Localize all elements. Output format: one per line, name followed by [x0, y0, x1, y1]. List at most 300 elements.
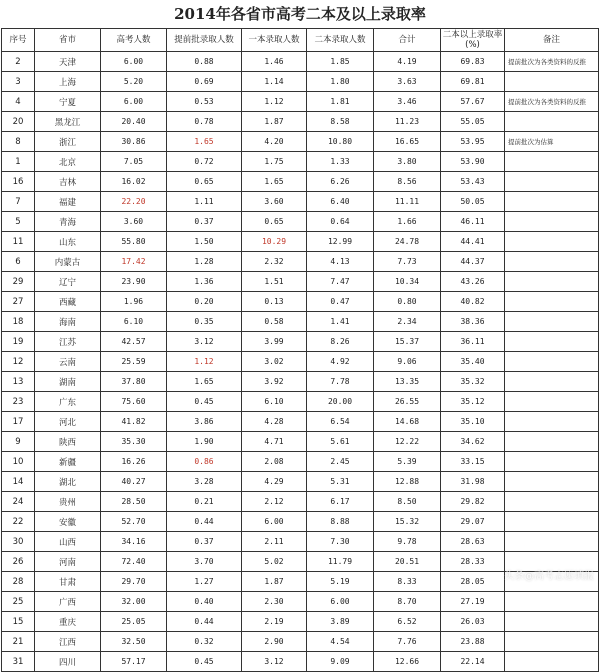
- cell-tier2-admission: 7.78: [307, 372, 374, 392]
- cell-index: 18: [2, 312, 35, 332]
- cell-tier2-admission: 0.47: [307, 292, 374, 312]
- cell-early-admission: 0.40: [167, 592, 242, 612]
- cell-note: 提前批次为各类资料的反推: [505, 92, 599, 112]
- cell-total: 12.88: [374, 472, 441, 492]
- cell-province: 河南: [35, 552, 101, 572]
- cell-early-admission: 0.78: [167, 112, 242, 132]
- cell-total: 9.06: [374, 352, 441, 372]
- cell-index: 25: [2, 592, 35, 612]
- table-row: [2, 292, 599, 312]
- cell-index: 6: [2, 252, 35, 272]
- cell-tier1-admission: 0.58: [242, 312, 307, 332]
- cell-index: 23: [2, 392, 35, 412]
- cell-exam-takers: 23.90: [101, 272, 167, 292]
- cell-total: 8.50: [374, 492, 441, 512]
- cell-province: 海南: [35, 312, 101, 332]
- cell-index: 29: [2, 272, 35, 292]
- cell-admission-rate: 53.95: [441, 132, 505, 152]
- cell-early-admission: 0.37: [167, 212, 242, 232]
- cell-note: [505, 212, 599, 232]
- table-row: [2, 52, 599, 72]
- cell-province: 福建: [35, 192, 101, 212]
- cell-exam-takers: 20.40: [101, 112, 167, 132]
- cell-tier1-admission: 2.12: [242, 492, 307, 512]
- cell-province: 江苏: [35, 332, 101, 352]
- cell-index: 19: [2, 332, 35, 352]
- cell-tier2-admission: 6.40: [307, 192, 374, 212]
- cell-index: 28: [2, 572, 35, 592]
- col-header-index: 序号: [2, 29, 35, 52]
- table-row: [2, 232, 599, 252]
- table-row: [2, 512, 599, 532]
- cell-tier2-admission: 6.54: [307, 412, 374, 432]
- cell-exam-takers: 6.10: [101, 312, 167, 332]
- cell-admission-rate: 23.88: [441, 632, 505, 652]
- cell-early-admission: 0.45: [167, 392, 242, 412]
- cell-tier2-admission: 6.00: [307, 592, 374, 612]
- table-row: [2, 92, 599, 112]
- table-row: [2, 432, 599, 452]
- cell-total: 26.55: [374, 392, 441, 412]
- cell-early-admission: 3.86: [167, 412, 242, 432]
- cell-admission-rate: 36.11: [441, 332, 505, 352]
- cell-total: 3.80: [374, 152, 441, 172]
- cell-tier1-admission: 1.75: [242, 152, 307, 172]
- cell-early-admission: 0.72: [167, 152, 242, 172]
- cell-index: 9: [2, 432, 35, 452]
- cell-note: [505, 412, 599, 432]
- col-header-exam-takers: 高考人数: [101, 29, 167, 52]
- cell-tier1-admission: 1.51: [242, 272, 307, 292]
- cell-admission-rate: 44.37: [441, 252, 505, 272]
- col-header-notes: 备注: [505, 29, 599, 52]
- cell-tier1-admission: 4.20: [242, 132, 307, 152]
- cell-total: 10.34: [374, 272, 441, 292]
- cell-tier2-admission: 5.31: [307, 472, 374, 492]
- table-row: [2, 372, 599, 392]
- cell-tier1-admission: 0.13: [242, 292, 307, 312]
- cell-total: 9.78: [374, 532, 441, 552]
- cell-exam-takers: 16.02: [101, 172, 167, 192]
- cell-note: [505, 452, 599, 472]
- cell-admission-rate: 44.41: [441, 232, 505, 252]
- table-row: [2, 532, 599, 552]
- cell-tier1-admission: 5.02: [242, 552, 307, 572]
- cell-note: [505, 232, 599, 252]
- cell-total: 3.63: [374, 72, 441, 92]
- table-row: [2, 212, 599, 232]
- cell-note: [505, 592, 599, 612]
- table-row: [2, 152, 599, 172]
- table-row: [2, 412, 599, 432]
- cell-tier1-admission: 2.08: [242, 452, 307, 472]
- table-row: [2, 132, 599, 152]
- cell-tier1-admission: 2.19: [242, 612, 307, 632]
- cell-tier2-admission: 11.79: [307, 552, 374, 572]
- col-header-early-admission: 提前批录取人数: [167, 29, 242, 52]
- cell-province: 内蒙古: [35, 252, 101, 272]
- table-row: [2, 492, 599, 512]
- cell-total: 8.33: [374, 572, 441, 592]
- cell-tier2-admission: 6.17: [307, 492, 374, 512]
- cell-note: [505, 472, 599, 492]
- cell-exam-takers: 57.17: [101, 652, 167, 672]
- cell-index: 14: [2, 472, 35, 492]
- cell-province: 甘肃: [35, 572, 101, 592]
- cell-province: 陕西: [35, 432, 101, 452]
- cell-exam-takers: 32.50: [101, 632, 167, 652]
- cell-index: 3: [2, 72, 35, 92]
- cell-exam-takers: 17.42: [101, 252, 167, 272]
- cell-note: [505, 652, 599, 672]
- cell-note: [505, 492, 599, 512]
- cell-exam-takers: 5.20: [101, 72, 167, 92]
- cell-exam-takers: 34.16: [101, 532, 167, 552]
- cell-note: [505, 152, 599, 172]
- cell-tier1-admission: 6.00: [242, 512, 307, 532]
- cell-exam-takers: 1.96: [101, 292, 167, 312]
- cell-exam-takers: 6.00: [101, 92, 167, 112]
- cell-tier2-admission: 1.33: [307, 152, 374, 172]
- cell-tier2-admission: 12.99: [307, 232, 374, 252]
- cell-total: 14.68: [374, 412, 441, 432]
- cell-exam-takers: 52.70: [101, 512, 167, 532]
- cell-total: 13.35: [374, 372, 441, 392]
- cell-tier2-admission: 1.80: [307, 72, 374, 92]
- cell-note: [505, 432, 599, 452]
- table-row: [2, 352, 599, 372]
- cell-index: 4: [2, 92, 35, 112]
- cell-admission-rate: 50.05: [441, 192, 505, 212]
- cell-index: 12: [2, 352, 35, 372]
- cell-tier2-admission: 3.89: [307, 612, 374, 632]
- cell-early-admission: 3.28: [167, 472, 242, 492]
- cell-note: [505, 352, 599, 372]
- cell-total: 12.22: [374, 432, 441, 452]
- cell-early-admission: 0.65: [167, 172, 242, 192]
- cell-total: 8.56: [374, 172, 441, 192]
- cell-index: 31: [2, 652, 35, 672]
- cell-admission-rate: 53.90: [441, 152, 505, 172]
- cell-exam-takers: 25.05: [101, 612, 167, 632]
- cell-early-admission: 1.36: [167, 272, 242, 292]
- table-row: [2, 332, 599, 352]
- cell-early-admission: 1.90: [167, 432, 242, 452]
- cell-total: 6.52: [374, 612, 441, 632]
- cell-early-admission: 0.37: [167, 532, 242, 552]
- cell-tier1-admission: 1.12: [242, 92, 307, 112]
- cell-early-admission: 0.69: [167, 72, 242, 92]
- cell-exam-takers: 28.50: [101, 492, 167, 512]
- cell-total: 16.65: [374, 132, 441, 152]
- cell-tier2-admission: 0.64: [307, 212, 374, 232]
- cell-admission-rate: 46.11: [441, 212, 505, 232]
- cell-admission-rate: 29.07: [441, 512, 505, 532]
- cell-tier1-admission: 1.46: [242, 52, 307, 72]
- cell-province: 湖南: [35, 372, 101, 392]
- table-row: [2, 172, 599, 192]
- cell-total: 11.23: [374, 112, 441, 132]
- cell-admission-rate: 53.43: [441, 172, 505, 192]
- cell-early-admission: 0.32: [167, 632, 242, 652]
- cell-total: 11.11: [374, 192, 441, 212]
- cell-tier1-admission: 2.32: [242, 252, 307, 272]
- cell-early-admission: 0.20: [167, 292, 242, 312]
- cell-total: 1.66: [374, 212, 441, 232]
- cell-exam-takers: 30.86: [101, 132, 167, 152]
- cell-tier1-admission: 3.92: [242, 372, 307, 392]
- cell-exam-takers: 75.60: [101, 392, 167, 412]
- cell-province: 黑龙江: [35, 112, 101, 132]
- cell-province: 湖北: [35, 472, 101, 492]
- cell-index: 20: [2, 112, 35, 132]
- cell-tier2-admission: 4.54: [307, 632, 374, 652]
- cell-note: [505, 172, 599, 192]
- cell-admission-rate: 35.10: [441, 412, 505, 432]
- cell-exam-takers: 7.05: [101, 152, 167, 172]
- cell-early-admission: 1.11: [167, 192, 242, 212]
- cell-admission-rate: 28.63: [441, 532, 505, 552]
- cell-tier1-admission: 1.87: [242, 112, 307, 132]
- cell-province: 安徽: [35, 512, 101, 532]
- cell-tier1-admission: 4.71: [242, 432, 307, 452]
- cell-tier2-admission: 20.00: [307, 392, 374, 412]
- cell-province: 北京: [35, 152, 101, 172]
- cell-province: 山东: [35, 232, 101, 252]
- cell-index: 10: [2, 452, 35, 472]
- cell-total: 15.37: [374, 332, 441, 352]
- cell-index: 22: [2, 512, 35, 532]
- table-row: [2, 472, 599, 492]
- cell-tier1-admission: 10.29: [242, 232, 307, 252]
- cell-index: 16: [2, 172, 35, 192]
- cell-province: 四川: [35, 652, 101, 672]
- cell-total: 24.78: [374, 232, 441, 252]
- table-row: [2, 612, 599, 632]
- cell-exam-takers: 6.00: [101, 52, 167, 72]
- cell-tier2-admission: 5.61: [307, 432, 374, 452]
- cell-tier2-admission: 10.80: [307, 132, 374, 152]
- cell-total: 7.73: [374, 252, 441, 272]
- cell-index: 21: [2, 632, 35, 652]
- cell-province: 新疆: [35, 452, 101, 472]
- cell-index: 11: [2, 232, 35, 252]
- cell-province: 重庆: [35, 612, 101, 632]
- cell-province: 宁夏: [35, 92, 101, 112]
- cell-exam-takers: 3.60: [101, 212, 167, 232]
- cell-tier1-admission: 1.65: [242, 172, 307, 192]
- cell-admission-rate: 57.67: [441, 92, 505, 112]
- cell-early-admission: 1.65: [167, 372, 242, 392]
- cell-tier1-admission: 1.14: [242, 72, 307, 92]
- cell-tier1-admission: 2.30: [242, 592, 307, 612]
- table-row: [2, 632, 599, 652]
- table-row: [2, 392, 599, 412]
- table-row: [2, 112, 599, 132]
- cell-province: 广东: [35, 392, 101, 412]
- cell-admission-rate: 26.03: [441, 612, 505, 632]
- cell-exam-takers: 35.30: [101, 432, 167, 452]
- cell-admission-rate: 33.15: [441, 452, 505, 472]
- cell-province: 辽宁: [35, 272, 101, 292]
- cell-tier2-admission: 8.58: [307, 112, 374, 132]
- cell-index: 1: [2, 152, 35, 172]
- cell-early-admission: 0.45: [167, 652, 242, 672]
- cell-total: 3.46: [374, 92, 441, 112]
- cell-admission-rate: 69.81: [441, 72, 505, 92]
- cell-index: 26: [2, 552, 35, 572]
- cell-tier2-admission: 8.26: [307, 332, 374, 352]
- cell-note: [505, 332, 599, 352]
- cell-early-admission: 1.27: [167, 572, 242, 592]
- cell-admission-rate: 27.19: [441, 592, 505, 612]
- cell-exam-takers: 25.59: [101, 352, 167, 372]
- cell-admission-rate: 34.62: [441, 432, 505, 452]
- cell-province: 贵州: [35, 492, 101, 512]
- cell-tier1-admission: 3.99: [242, 332, 307, 352]
- table-row: [2, 272, 599, 292]
- cell-index: 24: [2, 492, 35, 512]
- cell-early-admission: 3.70: [167, 552, 242, 572]
- cell-province: 天津: [35, 52, 101, 72]
- cell-exam-takers: 22.20: [101, 192, 167, 212]
- cell-early-admission: 1.28: [167, 252, 242, 272]
- cell-index: 27: [2, 292, 35, 312]
- cell-total: 0.80: [374, 292, 441, 312]
- cell-tier1-admission: 4.29: [242, 472, 307, 492]
- cell-admission-rate: 55.05: [441, 112, 505, 132]
- cell-exam-takers: 32.00: [101, 592, 167, 612]
- table-row: [2, 592, 599, 612]
- table-row: [2, 652, 599, 672]
- cell-early-admission: 3.12: [167, 332, 242, 352]
- cell-index: 8: [2, 132, 35, 152]
- cell-tier2-admission: 5.19: [307, 572, 374, 592]
- col-header-admission-rate: 二本以上录取率(%): [441, 29, 505, 52]
- cell-admission-rate: 69.83: [441, 52, 505, 72]
- cell-early-admission: 0.21: [167, 492, 242, 512]
- cell-admission-rate: 40.82: [441, 292, 505, 312]
- cell-admission-rate: 35.12: [441, 392, 505, 412]
- cell-note: [505, 112, 599, 132]
- cell-tier1-admission: 2.11: [242, 532, 307, 552]
- cell-tier1-admission: 6.10: [242, 392, 307, 412]
- cell-index: 17: [2, 412, 35, 432]
- cell-tier2-admission: 4.13: [307, 252, 374, 272]
- table-row: [2, 312, 599, 332]
- cell-province: 上海: [35, 72, 101, 92]
- cell-tier1-admission: 1.87: [242, 572, 307, 592]
- cell-early-admission: 0.53: [167, 92, 242, 112]
- col-header-province: 省市: [35, 29, 101, 52]
- cell-index: 15: [2, 612, 35, 632]
- cell-province: 云南: [35, 352, 101, 372]
- cell-exam-takers: 41.82: [101, 412, 167, 432]
- cell-index: 13: [2, 372, 35, 392]
- cell-admission-rate: 29.82: [441, 492, 505, 512]
- cell-tier1-admission: 3.60: [242, 192, 307, 212]
- cell-exam-takers: 16.26: [101, 452, 167, 472]
- cell-total: 5.39: [374, 452, 441, 472]
- cell-index: 7: [2, 192, 35, 212]
- cell-note: [505, 392, 599, 412]
- table-row: [2, 72, 599, 92]
- cell-tier1-admission: 2.90: [242, 632, 307, 652]
- cell-note: [505, 512, 599, 532]
- page-title: 2014年各省市高考二本及以上录取率: [174, 5, 426, 23]
- cell-province: 青海: [35, 212, 101, 232]
- table-row: [2, 192, 599, 212]
- cell-exam-takers: 55.80: [101, 232, 167, 252]
- cell-admission-rate: 31.98: [441, 472, 505, 492]
- cell-tier2-admission: 1.85: [307, 52, 374, 72]
- cell-early-admission: 0.44: [167, 512, 242, 532]
- cell-note: [505, 252, 599, 272]
- cell-early-admission: 0.88: [167, 52, 242, 72]
- cell-early-admission: 1.12: [167, 352, 242, 372]
- cell-tier1-admission: 3.12: [242, 652, 307, 672]
- cell-total: 20.51: [374, 552, 441, 572]
- cell-note: [505, 632, 599, 652]
- cell-early-admission: 1.65: [167, 132, 242, 152]
- cell-admission-rate: 28.05: [441, 572, 505, 592]
- cell-province: 吉林: [35, 172, 101, 192]
- cell-total: 15.32: [374, 512, 441, 532]
- cell-province: 西藏: [35, 292, 101, 312]
- table-row: [2, 252, 599, 272]
- cell-admission-rate: 43.26: [441, 272, 505, 292]
- cell-note: [505, 292, 599, 312]
- cell-admission-rate: 22.14: [441, 652, 505, 672]
- col-header-total: 合计: [374, 29, 441, 52]
- cell-early-admission: 0.44: [167, 612, 242, 632]
- cell-admission-rate: 35.40: [441, 352, 505, 372]
- cell-tier2-admission: 6.26: [307, 172, 374, 192]
- cell-tier1-admission: 4.28: [242, 412, 307, 432]
- cell-total: 2.34: [374, 312, 441, 332]
- cell-province: 河北: [35, 412, 101, 432]
- watermark: 头条@高考志愿填报: [504, 571, 594, 582]
- cell-index: 5: [2, 212, 35, 232]
- cell-exam-takers: 37.80: [101, 372, 167, 392]
- cell-early-admission: 0.35: [167, 312, 242, 332]
- cell-tier2-admission: 4.92: [307, 352, 374, 372]
- cell-tier2-admission: 1.81: [307, 92, 374, 112]
- cell-total: 7.76: [374, 632, 441, 652]
- table-header-row: [2, 29, 599, 52]
- cell-tier2-admission: 7.30: [307, 532, 374, 552]
- cell-exam-takers: 72.40: [101, 552, 167, 572]
- table-row: [2, 452, 599, 472]
- cell-total: 12.66: [374, 652, 441, 672]
- cell-note: [505, 532, 599, 552]
- cell-province: 山西: [35, 532, 101, 552]
- cell-note: 提前批次为各类资料的反推: [505, 52, 599, 72]
- cell-tier2-admission: 8.88: [307, 512, 374, 532]
- cell-tier2-admission: 7.47: [307, 272, 374, 292]
- cell-admission-rate: 38.36: [441, 312, 505, 332]
- cell-note: [505, 272, 599, 292]
- col-header-tier2-admission: 二本录取人数: [307, 29, 374, 52]
- cell-early-admission: 1.50: [167, 232, 242, 252]
- cell-tier1-admission: 0.65: [242, 212, 307, 232]
- cell-total: 8.70: [374, 592, 441, 612]
- cell-note: 提前批次为估算: [505, 132, 599, 152]
- cell-admission-rate: 28.33: [441, 552, 505, 572]
- cell-tier1-admission: 3.02: [242, 352, 307, 372]
- cell-index: 2: [2, 52, 35, 72]
- cell-province: 江西: [35, 632, 101, 652]
